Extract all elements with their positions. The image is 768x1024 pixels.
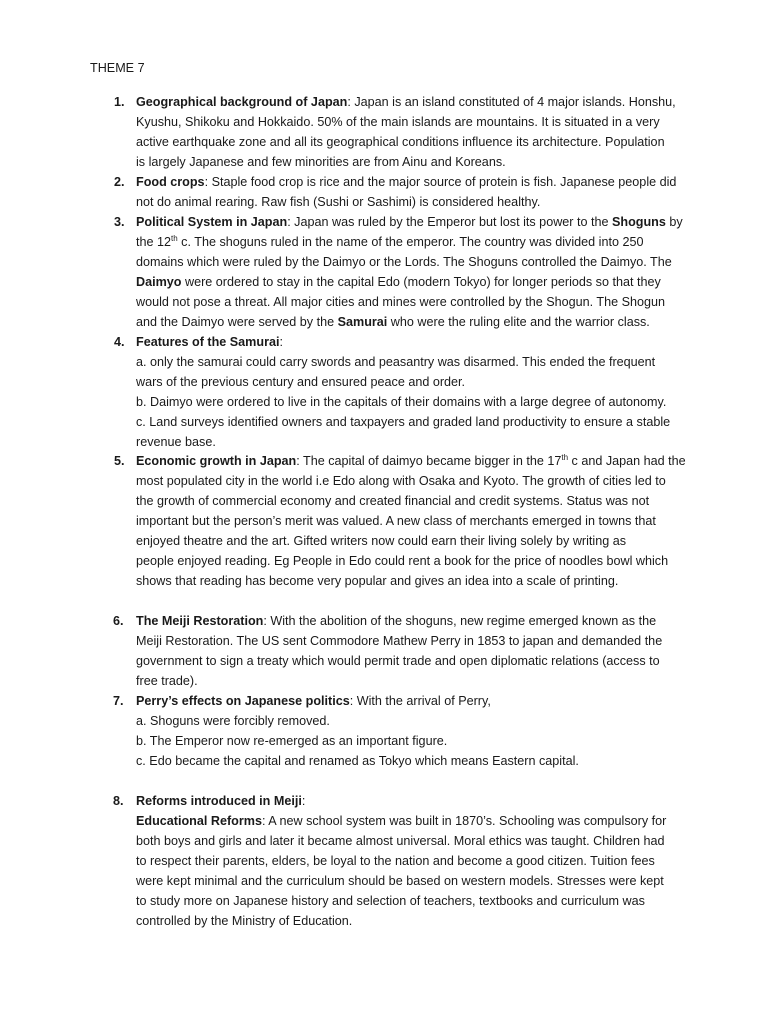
text-line: [136, 412, 681, 432]
text-line: [136, 192, 681, 212]
superscript: th: [171, 233, 178, 243]
text-line: [136, 791, 681, 811]
list-item-text: [136, 332, 681, 452]
text-line: [136, 811, 681, 831]
text-run: controlled by the Ministry of Education.: [136, 914, 353, 928]
text-run: enjoyed theatre and the art. Gifted writers now could earn their living solely by writing as: [136, 534, 627, 548]
bold-term: Features of the Samurai: [136, 335, 280, 349]
list-number: 2.: [114, 175, 125, 189]
text-run: to respect their parents, elders, be loyal to the nation and become a good citizen. Tuition fees: [136, 854, 655, 868]
list-number: 3.: [114, 215, 125, 229]
list-item-text: [136, 611, 681, 691]
text-line: [136, 551, 681, 571]
text-run: domains which were ruled by the Daimyo or the Lords. The Shoguns controlled the Daimyo. The: [136, 255, 672, 269]
text-run: government to sign a treaty which would permit trade and open diplomatic relations (access to: [136, 654, 660, 668]
bold-term: Reforms introduced in Meiji: [136, 794, 302, 808]
text-run: b. Daimyo were ordered to live in the capitals of their domains with a large degree of autonomy.: [136, 395, 667, 409]
text-line: [136, 112, 681, 132]
text-line: [136, 272, 681, 292]
text-run: : Staple food crop is rice and the major source of protein is fish. Japanese people did: [204, 175, 677, 189]
text-line: [136, 92, 681, 112]
text-line: [136, 671, 681, 691]
text-line: [136, 212, 681, 232]
list-number: 4.: [114, 335, 125, 349]
list-item-text: [136, 451, 686, 591]
superscript: th: [561, 452, 569, 462]
list-item-text: [136, 691, 681, 771]
text-line: [136, 831, 681, 851]
text-line: [136, 691, 681, 711]
text-line: [136, 651, 681, 671]
text-line: [136, 531, 681, 551]
text-line: [136, 292, 681, 312]
text-run: : Japan was ruled by the Emperor but lost its power to the: [287, 215, 612, 229]
bold-term: Geographical background of Japan: [136, 95, 348, 109]
bold-term: Economic growth in Japan: [136, 454, 297, 468]
text-line: [136, 731, 681, 751]
text-run: c. Land surveys identified owners and taxpayers and graded land productivity to ensure a stable: [136, 415, 671, 429]
text-line: [136, 451, 686, 471]
text-run: and the Daimyo were served by the: [136, 315, 338, 329]
bold-term: Shoguns: [612, 215, 666, 229]
bold-term: Samurai: [337, 315, 388, 329]
list-number: 8.: [113, 794, 124, 808]
list-number: 1.: [114, 95, 125, 109]
list-number: 6.: [113, 614, 124, 628]
text-run: not do animal rearing. Raw fish (Sushi or Sashimi) is considered healthy.: [136, 195, 541, 209]
bold-term: Daimyo: [136, 275, 182, 289]
text-line: [136, 432, 681, 452]
text-run: to study more on Japanese history and selection of teachers, textbooks and curriculum was: [136, 894, 645, 908]
text-run: by: [665, 215, 683, 229]
text-run: would not pose a threat. All major cities and mines were controlled by the Shogun. The Shogun: [136, 295, 666, 309]
text-run: active earthquake zone and all its geographical conditions influence its architecture. Population: [136, 135, 665, 149]
text-run: were kept minimal and the curriculum should be based on western models. Stresses were kept: [136, 874, 664, 888]
text-run: : With the arrival of Perry,: [349, 694, 491, 708]
text-run: the growth of commercial economy and created financial and credit systems. Status was not: [136, 494, 650, 508]
text-run: : With the abolition of the shoguns, new regime emerged known as the: [263, 614, 657, 628]
list-item-text: [136, 791, 681, 931]
text-run: : The capital of daimyo became bigger in the 17: [296, 454, 562, 468]
text-line: [136, 631, 681, 651]
text-run: : A new school system was built in 1870’s. Schooling was compulsory for: [261, 814, 667, 828]
text-line: [136, 751, 681, 771]
bold-term: Political System in Japan: [136, 215, 288, 229]
list-item-text: [136, 172, 681, 212]
text-run: the 12: [136, 235, 172, 249]
text-run: : Japan is an island constituted of 4 major islands. Honshu,: [347, 95, 676, 109]
bold-term: The Meiji Restoration: [136, 614, 264, 628]
text-run: b. The Emperor now re-emerged as an important figure.: [136, 734, 448, 748]
text-line: [136, 332, 681, 352]
text-run: Meiji Restoration. The US sent Commodore Mathew Perry in 1853 to japan and demanded the: [136, 634, 663, 648]
bold-term: Perry’s effects on Japanese politics: [136, 694, 350, 708]
text-line: [136, 252, 681, 272]
text-line: [136, 911, 681, 931]
text-run: :: [301, 794, 306, 808]
bold-term: Educational Reforms: [136, 814, 262, 828]
bold-term: Food crops: [136, 175, 205, 189]
text-line: [136, 711, 681, 731]
text-run: wars of the previous century and ensured peace and order.: [136, 375, 466, 389]
text-line: [136, 611, 681, 631]
text-line: [136, 132, 681, 152]
text-run: shows that reading has become very popular and gives an idea into a scale of printing.: [136, 574, 619, 588]
page-title: THEME 7: [90, 61, 145, 75]
text-line: [136, 372, 681, 392]
text-line: [136, 352, 681, 372]
text-line: [136, 491, 681, 511]
text-run: Kyushu, Shikoku and Hokkaido. 50% of the main islands are mountains. It is situated in a very: [136, 115, 660, 129]
text-line: [136, 172, 681, 192]
text-line: [136, 571, 681, 591]
text-line: [136, 152, 681, 172]
text-run: both boys and girls and later it became almost universal. Moral ethics was taught. Children had: [136, 834, 665, 848]
text-run: c. Edo became the capital and renamed as Tokyo which means Eastern capital.: [136, 754, 579, 768]
text-run: revenue base.: [136, 435, 216, 449]
text-run: free trade).: [136, 674, 198, 688]
text-run: :: [279, 335, 283, 349]
list-number: 7.: [113, 694, 124, 708]
list-item-text: [136, 92, 681, 172]
text-line: [136, 312, 681, 332]
text-line: [136, 392, 681, 412]
list-item-text: [136, 212, 681, 332]
text-run: c. The shoguns ruled in the name of the emperor. The country was divided into 250: [177, 235, 644, 249]
text-line: [136, 232, 681, 252]
text-line: [136, 891, 681, 911]
text-run: c and Japan had the: [568, 454, 686, 468]
text-run: most populated city in the world i.e Edo along with Osaka and Kyoto. The growth of cities led to: [136, 474, 666, 488]
text-line: [136, 851, 681, 871]
text-run: who were the ruling elite and the warrior class.: [387, 315, 650, 329]
text-run: a. only the samurai could carry swords and peasantry was disarmed. This ended the frequent: [136, 355, 656, 369]
text-run: a. Shoguns were forcibly removed.: [136, 714, 330, 728]
text-run: important but the person’s merit was valued. A new class of merchants emerged in towns that: [136, 514, 656, 528]
list-number: 5.: [114, 454, 125, 468]
text-line: [136, 511, 681, 531]
text-line: [136, 871, 681, 891]
text-run: were ordered to stay in the capital Edo (modern Tokyo) for longer periods so that they: [181, 275, 661, 289]
text-line: [136, 471, 681, 491]
text-run: is largely Japanese and few minorities are from Ainu and Koreans.: [136, 155, 506, 169]
text-run: people enjoyed reading. Eg People in Edo could rent a book for the price of noodles bowl which: [136, 554, 669, 568]
